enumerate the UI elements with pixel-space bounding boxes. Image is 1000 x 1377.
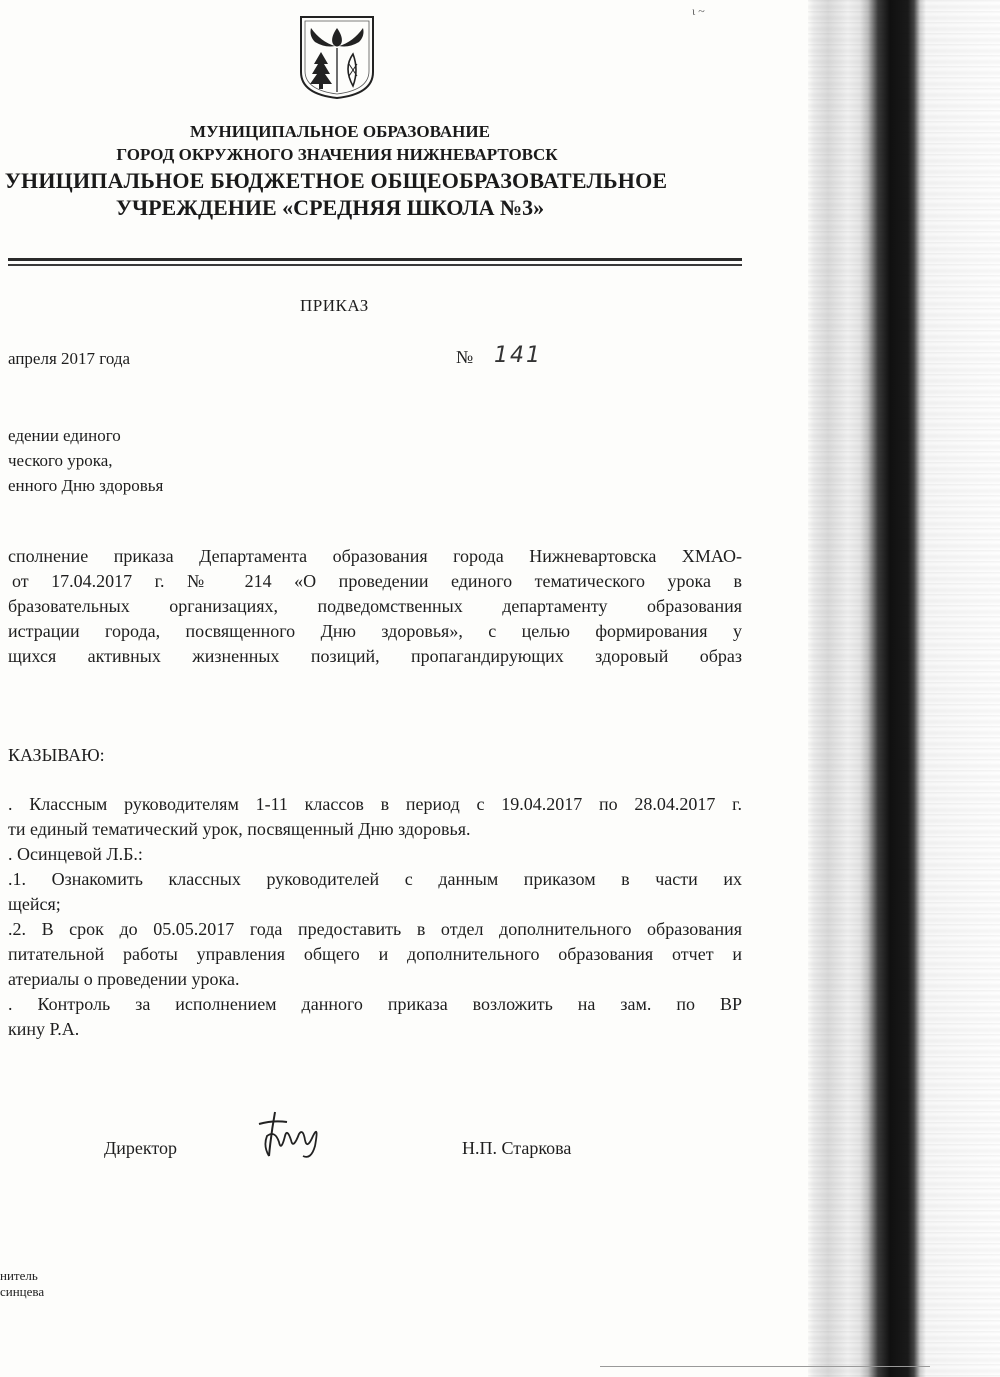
order-date: апреля 2017 года <box>8 349 131 368</box>
header-school-name: УЧРЕЖДЕНИЕ «СРЕДНЯЯ ШКОЛА №3» <box>115 195 545 220</box>
order-item-line: . Осинцевой Л.Б.: <box>8 844 143 864</box>
preamble-line: сполнение приказа Департамента образования города Нижневартовска ХМАО- <box>8 546 742 566</box>
order-item-line: .2. В срок до 05.05.2017 года предоставить в отдел дополнительного образования <box>8 919 742 939</box>
header-divider-thin <box>8 264 742 266</box>
handwritten-signature <box>253 1106 329 1162</box>
header-municipality: МУНИЦИПАЛЬНОЕ ОБРАЗОВАНИЕ <box>190 122 490 141</box>
preamble-line: от 17.04.2017 г. № 214 «О проведении единого тематического урока в <box>12 571 742 591</box>
header-city: ГОРОД ОКРУЖНОГО ЗНАЧЕНИЯ НИЖНЕВАРТОВСК <box>116 145 558 164</box>
subject-line: ческого урока, <box>8 451 113 470</box>
order-item-line: кину Р.А. <box>8 1019 80 1039</box>
signatory-name: Н.П. Старкова <box>462 1138 572 1158</box>
order-number-handwritten: 141 <box>494 343 542 368</box>
order-item-line: питательной работы управления общего и дополнительного образования отчет и <box>8 944 742 964</box>
order-item-line: . Контроль за исполнением данного приказа возложить на зам. по ВР <box>8 994 742 1014</box>
document-title: ПРИКАЗ <box>300 296 369 315</box>
signatory-position: Директор <box>104 1138 178 1158</box>
preamble-line: щихся активных жизненных позиций, пропагандирующих здоровый образ <box>8 646 742 666</box>
order-item-line: щейся; <box>8 894 61 914</box>
subject-line: едении единого <box>8 426 121 445</box>
page-bottom-edge <box>600 1366 930 1367</box>
subject-line: енного Дню здоровья <box>8 476 164 495</box>
executor-name: синцева <box>0 1284 45 1299</box>
order-word: КАЗЫВАЮ: <box>8 745 105 765</box>
coat-of-arms-icon <box>297 14 377 100</box>
header-school-type: УНИЦИПАЛЬНОЕ БЮДЖЕТНОЕ ОБЩЕОБРАЗОВАТЕЛЬНОЕ <box>4 168 668 193</box>
scan-mark: ι ~ <box>692 4 705 18</box>
executor-label: нитель <box>0 1268 38 1283</box>
order-item-line: .1. Ознакомить классных руководителей с данным приказом в части их <box>8 869 742 889</box>
preamble-line: истрации города, посвященного Дню здоровья», с целью формирования у <box>8 621 742 641</box>
order-item-line: ти единый тематический урок, посвященный Дню здоровья. <box>8 819 471 839</box>
header-divider-thick <box>8 258 742 261</box>
order-number-sign: № <box>456 347 474 367</box>
preamble-line: бразовательных организациях, подведомственных департаменту образования <box>8 596 742 616</box>
order-item-line: . Классным руководителям 1-11 классов в период с 19.04.2017 по 28.04.2017 г. <box>8 794 742 814</box>
order-item-line: атериалы о проведении урока. <box>8 969 240 989</box>
